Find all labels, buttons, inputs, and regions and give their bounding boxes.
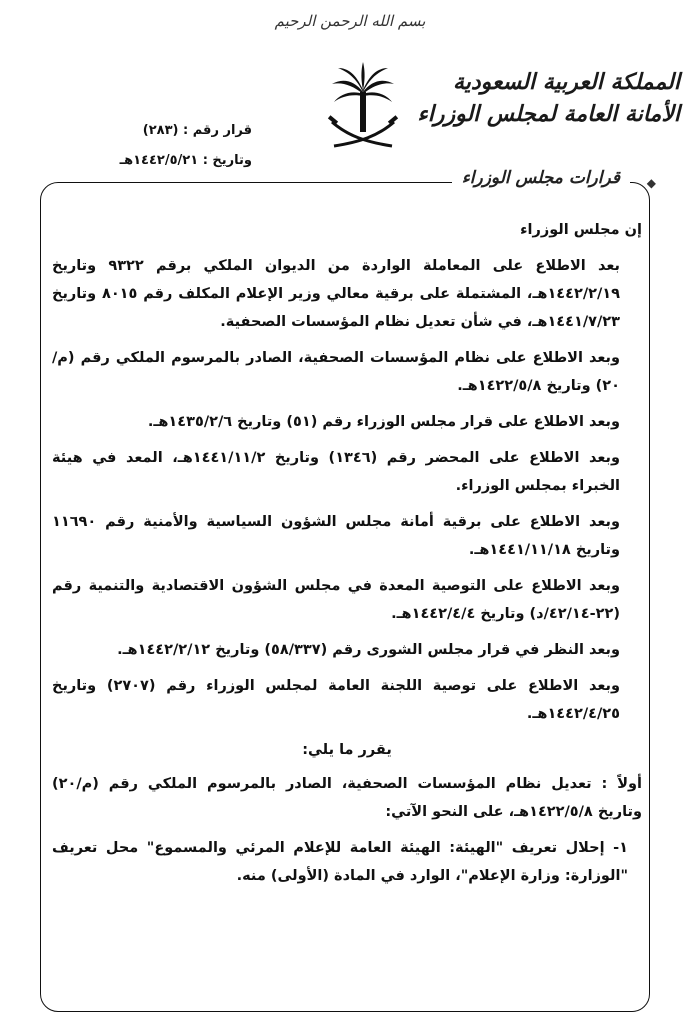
secretariat-name: الأمانة العامة لمجلس الوزراء	[417, 101, 680, 127]
basmala: بسم الله الرحمن الرحيم	[274, 12, 426, 30]
clause-item-1: ١- إحلال تعريف "الهيئة: الهيئة العامة للإعلام المرئي والمسموع" محل تعريف "الوزارة: وزارة الإعلام"، الوارد في المادة (الأولى) منه.	[52, 840, 628, 884]
recital-paragraph: وبعد الاطلاع على نظام المؤسسات الصحفية، الصادر بالمرسوم الملكي رقم (م/٢٠) وتاريخ ١٤٢٢/٥/٨هـ.	[52, 350, 620, 394]
decision-body	[52, 216, 642, 898]
recital-paragraph: بعد الاطلاع على المعاملة الواردة من الديوان الملكي برقم ٩٣٢٢ وتاريخ ١٤٤٢/٢/١٩هـ، المشتملة على برقية معالي وزير الإعلام المكلف رقم ٨٠١٥ وتاريخ ١٤٤١/٧/٢٣هـ، في شأن تعديل نظام المؤسسات الصحفية.	[52, 258, 620, 330]
recital-paragraph: وبعد الاطلاع على المحضر رقم (١٣٤٦) وتاريخ ١٤٤١/١١/٢هـ، المعد في هيئة الخبراء بمجلس الوزراء.	[52, 450, 620, 494]
decision-date: وتاريخ : ١٤٤٢/٥/٢١هـ	[119, 153, 252, 168]
clause-first: أولاً : تعديل نظام المؤسسات الصحفية، الصادر بالمرسوم الملكي رقم (م/٢٠) وتاريخ ١٤٢٢/٥/٨هـ، على النحو الآتي:	[52, 776, 642, 820]
recital-paragraph: وبعد الاطلاع على التوصية المعدة في مجلس الشؤون الاقتصادية والتنمية رقم (٢٢-٤٢/١٤/د) وتاريخ ١٤٤٢/٤/٤هـ.	[52, 578, 620, 622]
frame-label: قرارات مجلس الوزراء	[452, 168, 630, 188]
opening-line: إن مجلس الوزراء	[520, 222, 642, 238]
recital-paragraph: وبعد الاطلاع على برقية أمانة مجلس الشؤون السياسية والأمنية رقم ١١٦٩٠ وتاريخ ١٤٤١/١١/١٨هـ.	[52, 514, 620, 558]
kingdom-name: المملكة العربية السعودية	[452, 69, 680, 95]
recital-paragraph: وبعد الاطلاع على قرار مجلس الوزراء رقم (٥١) وتاريخ ١٤٣٥/٢/٦هـ.	[147, 414, 620, 430]
saudi-emblem-icon	[326, 62, 400, 150]
recital-paragraph: وبعد الاطلاع على توصية اللجنة العامة لمجلس الوزراء رقم (٢٧٠٧) وتاريخ ١٤٤٢/٤/٢٥هـ.	[52, 678, 620, 722]
recital-paragraph: وبعد النظر في قرار مجلس الشورى رقم (٥٨/٣٣٧) وتاريخ ١٤٤٢/٢/١٢هـ.	[117, 642, 620, 658]
resolves-heading: يقرر ما يلي:	[302, 742, 392, 758]
decision-number: قرار رقم : (٢٨٣)	[142, 123, 252, 138]
frame-ornament-icon: ◆	[646, 176, 656, 190]
issuer-block	[417, 66, 680, 130]
decision-reference	[92, 116, 252, 176]
